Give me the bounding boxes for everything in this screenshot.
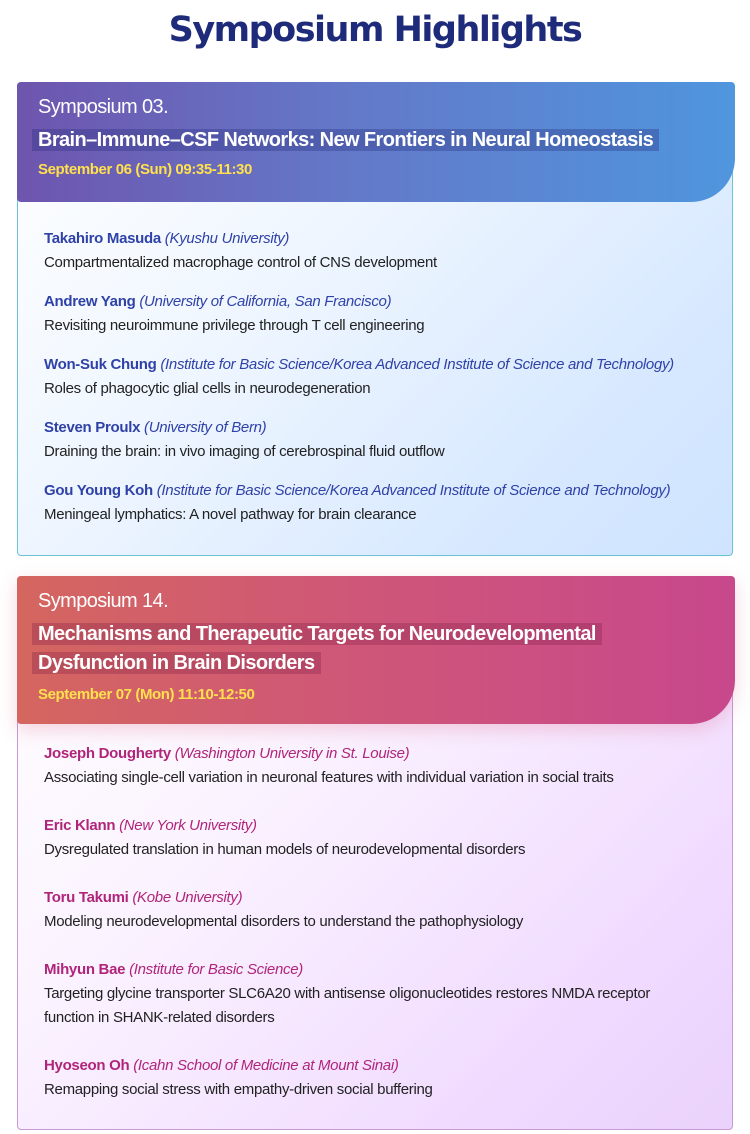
speaker-line xyxy=(44,960,724,980)
talk-item xyxy=(44,960,724,1030)
speaker-line xyxy=(44,355,724,375)
speaker-name: Takahiro Masuda xyxy=(44,230,161,247)
speaker-name: Toru Takumi xyxy=(44,889,129,906)
speaker-name: Won-Suk Chung xyxy=(44,356,157,373)
speaker-name: Andrew Yang xyxy=(44,293,136,310)
symposium-title xyxy=(32,126,659,155)
talk-item xyxy=(44,888,724,934)
speaker-affiliation: (University of Bern) xyxy=(144,419,267,436)
talk-title: Draining the brain: in vivo imaging of cerebrospinal fluid outflow xyxy=(44,443,445,460)
speaker-line xyxy=(44,744,724,764)
speaker-affiliation: (Institute for Basic Science/Korea Advanced Institute of Science and Technology) xyxy=(160,356,674,373)
speaker-name: Joseph Dougherty xyxy=(44,745,171,762)
speaker-affiliation: (Icahn School of Medicine at Mount Sinai) xyxy=(133,1057,399,1074)
speaker-name: Eric Klann xyxy=(44,817,116,834)
speaker-affiliation: (New York University) xyxy=(119,817,257,834)
symposium-label: Symposium 03. xyxy=(38,96,169,118)
symposium-date: September 07 (Mon) 11:10-12:50 xyxy=(38,686,255,703)
symposium-card xyxy=(17,82,733,556)
symposium-card xyxy=(17,576,733,1130)
symposium-header xyxy=(17,82,735,202)
speaker-line xyxy=(44,888,724,908)
talk-title: Meningeal lymphatics: A novel pathway for brain clearance xyxy=(44,506,417,523)
symposium-title-line: Brain–Immune–CSF Networks: New Frontiers in Neural Homeostasis xyxy=(32,129,659,151)
symposium-label: Symposium 14. xyxy=(38,590,169,612)
talk-title: Targeting glycine transporter SLC6A20 with antisense oligonucleotides restores NMDA receptor function in SHANK-related disorders xyxy=(44,985,651,1026)
speaker-line xyxy=(44,1056,724,1076)
speaker-name: Steven Proulx xyxy=(44,419,141,436)
symposium-title xyxy=(32,620,602,678)
talk-title: Revisiting neuroimmune privilege through T cell engineering xyxy=(44,317,425,334)
talk-item xyxy=(44,355,724,401)
speaker-name: Mihyun Bae xyxy=(44,961,126,978)
speaker-name: Gou Young Koh xyxy=(44,482,153,499)
talk-title: Dysregulated translation in human models of neurodevelopmental disorders xyxy=(44,841,526,858)
talk-item xyxy=(44,1056,724,1102)
talk-title: Modeling neurodevelopmental disorders to understand the pathophysiology xyxy=(44,913,524,930)
speaker-affiliation: (Institute for Basic Science/Korea Advanced Institute of Science and Technology) xyxy=(156,482,671,499)
speaker-affiliation: (Institute for Basic Science) xyxy=(129,961,303,978)
symposium-title-line: Mechanisms and Therapeutic Targets for Neurodevelopmental xyxy=(32,623,602,645)
talk-item xyxy=(44,292,724,338)
symposium-header xyxy=(17,576,735,724)
talk-item xyxy=(44,481,724,527)
speaker-line xyxy=(44,292,724,312)
speaker-name: Hyoseon Oh xyxy=(44,1057,130,1074)
speaker-line xyxy=(44,816,724,836)
speaker-line xyxy=(44,418,724,438)
talk-title: Compartmentalized macrophage control of CNS development xyxy=(44,254,437,271)
talk-item xyxy=(44,418,724,464)
page-title: Symposium Highlights xyxy=(168,10,582,50)
talk-title: Associating single-cell variation in neuronal features with individual variation in social traits xyxy=(44,769,614,786)
speaker-line xyxy=(44,481,724,501)
speaker-affiliation: (Kobe University) xyxy=(132,889,243,906)
talk-title: Roles of phagocytic glial cells in neurodegeneration xyxy=(44,380,371,397)
talk-item xyxy=(44,229,724,275)
speaker-affiliation: (University of California, San Francisco) xyxy=(139,293,392,310)
symposium-title-line: Dysfunction in Brain Disorders xyxy=(32,652,321,674)
speaker-line xyxy=(44,229,724,249)
talk-item xyxy=(44,816,724,862)
speaker-affiliation: (Kyushu University) xyxy=(164,230,290,247)
speaker-affiliation: (Washington University in St. Louise) xyxy=(174,745,410,762)
talk-title: Remapping social stress with empathy-driven social buffering xyxy=(44,1081,433,1098)
symposium-date: September 06 (Sun) 09:35-11:30 xyxy=(38,161,252,178)
talk-item xyxy=(44,744,724,790)
